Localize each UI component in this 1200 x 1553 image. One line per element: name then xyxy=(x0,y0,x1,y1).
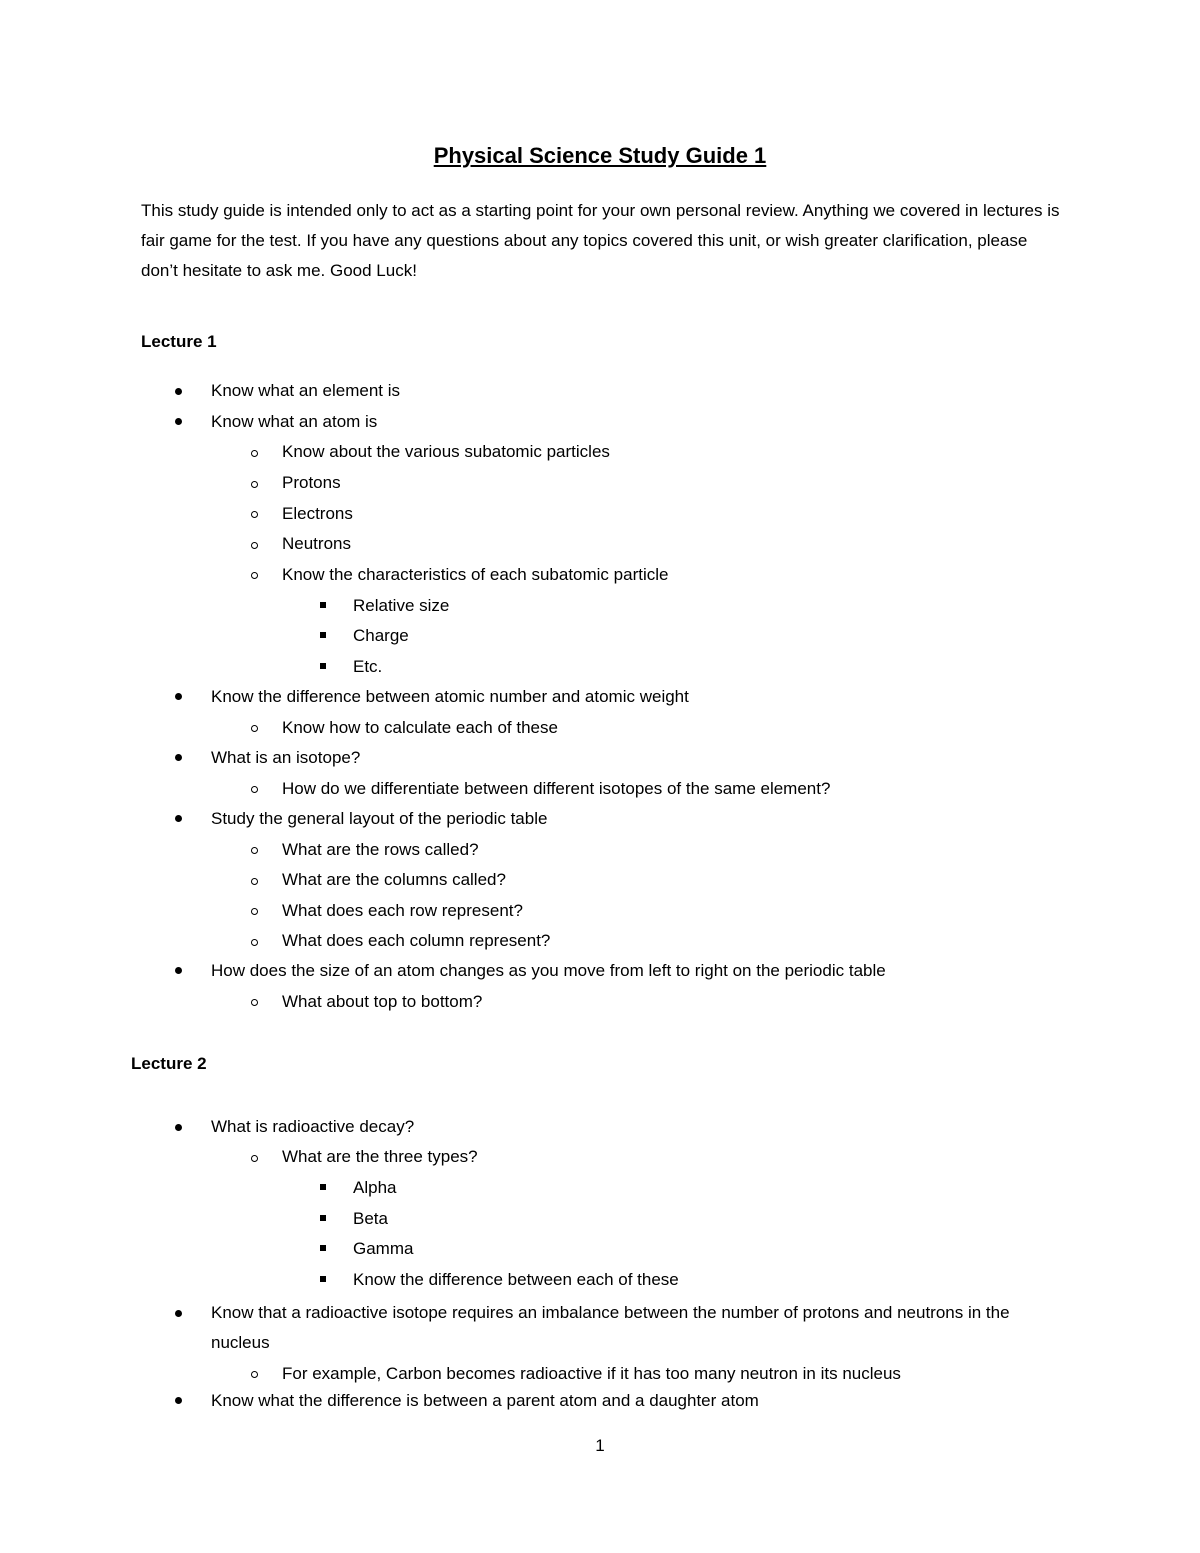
lecture-1-heading: Lecture 1 xyxy=(141,332,217,351)
bullet-icon xyxy=(175,693,182,700)
list-item: Study the general layout of the periodic table xyxy=(211,809,548,828)
bullet-icon xyxy=(175,1124,182,1131)
square-bullet-icon xyxy=(320,1245,326,1251)
list-item: Beta xyxy=(353,1209,388,1228)
list-item: What are the three types? xyxy=(282,1147,478,1166)
circle-bullet-icon xyxy=(251,999,258,1006)
square-bullet-icon xyxy=(320,1215,326,1221)
list-item: Electrons xyxy=(282,504,353,523)
list-item: Charge xyxy=(353,626,409,645)
intro-paragraph: This study guide is intended only to act as a starting point for your own personal review. Anything we covered in lectures is fair game for the test. If you have any questions about any topics covered this unit, or wish greater clarification, please don’t hesitate to ask me. Good Luck! xyxy=(141,201,1060,280)
circle-bullet-icon xyxy=(251,511,258,518)
bullet-icon xyxy=(175,1310,182,1317)
circle-bullet-icon xyxy=(251,572,258,579)
circle-bullet-icon xyxy=(251,908,258,915)
list-item: Know the difference between atomic number and atomic weight xyxy=(211,687,689,706)
square-bullet-icon xyxy=(320,1276,326,1282)
circle-bullet-icon xyxy=(251,725,258,732)
circle-bullet-icon xyxy=(251,939,258,946)
circle-bullet-icon xyxy=(251,481,258,488)
list-item: Know what the difference is between a parent atom and a daughter atom xyxy=(211,1391,759,1410)
list-item: How do we differentiate between different isotopes of the same element? xyxy=(282,779,831,798)
list-item: What does each column represent? xyxy=(282,931,551,950)
bullet-icon xyxy=(175,418,182,425)
square-bullet-icon xyxy=(320,632,326,638)
circle-bullet-icon xyxy=(251,542,258,549)
page-title: Physical Science Study Guide 1 xyxy=(433,143,767,168)
list-item: Know the characteristics of each subatomic particle xyxy=(282,565,669,584)
circle-bullet-icon xyxy=(251,847,258,854)
square-bullet-icon xyxy=(320,602,326,608)
circle-bullet-icon xyxy=(251,1371,258,1378)
bullet-icon xyxy=(175,815,182,822)
list-item: Know the difference between each of these xyxy=(353,1270,679,1289)
list-item: Relative size xyxy=(353,596,450,615)
circle-bullet-icon xyxy=(251,450,258,457)
circle-bullet-icon xyxy=(251,1155,258,1162)
list-item: Know what an element is xyxy=(211,381,400,400)
list-item: What are the columns called? xyxy=(282,870,506,889)
list-item: What about top to bottom? xyxy=(282,992,483,1011)
list-item: What is radioactive decay? xyxy=(211,1117,415,1136)
list-item: Know that a radioactive isotope requires an imbalance between the number of protons and neutrons in the nucleus xyxy=(211,1303,1010,1352)
list-item: How does the size of an atom changes as you move from left to right on the periodic table xyxy=(211,961,886,980)
list-item: Etc. xyxy=(353,657,383,676)
bullet-icon xyxy=(175,1397,182,1404)
circle-bullet-icon xyxy=(251,878,258,885)
list-item: Know how to calculate each of these xyxy=(282,718,558,737)
square-bullet-icon xyxy=(320,1184,326,1190)
square-bullet-icon xyxy=(320,663,326,669)
list-item: What are the rows called? xyxy=(282,840,479,859)
lecture-2-heading: Lecture 2 xyxy=(131,1054,207,1073)
list-item: Neutrons xyxy=(282,534,351,553)
circle-bullet-icon xyxy=(251,786,258,793)
list-item: Gamma xyxy=(353,1239,414,1258)
list-item: Protons xyxy=(282,473,341,492)
list-item: Alpha xyxy=(353,1178,397,1197)
list-item: What is an isotope? xyxy=(211,748,361,767)
page-number: 1 xyxy=(595,1436,605,1455)
list-item: What does each row represent? xyxy=(282,901,523,920)
bullet-icon xyxy=(175,754,182,761)
list-item: Know what an atom is xyxy=(211,412,378,431)
list-item: For example, Carbon becomes radioactive if it has too many neutron in its nucleus xyxy=(282,1364,901,1383)
bullet-icon xyxy=(175,388,182,395)
list-item: Know about the various subatomic particles xyxy=(282,442,610,461)
bullet-icon xyxy=(175,967,182,974)
